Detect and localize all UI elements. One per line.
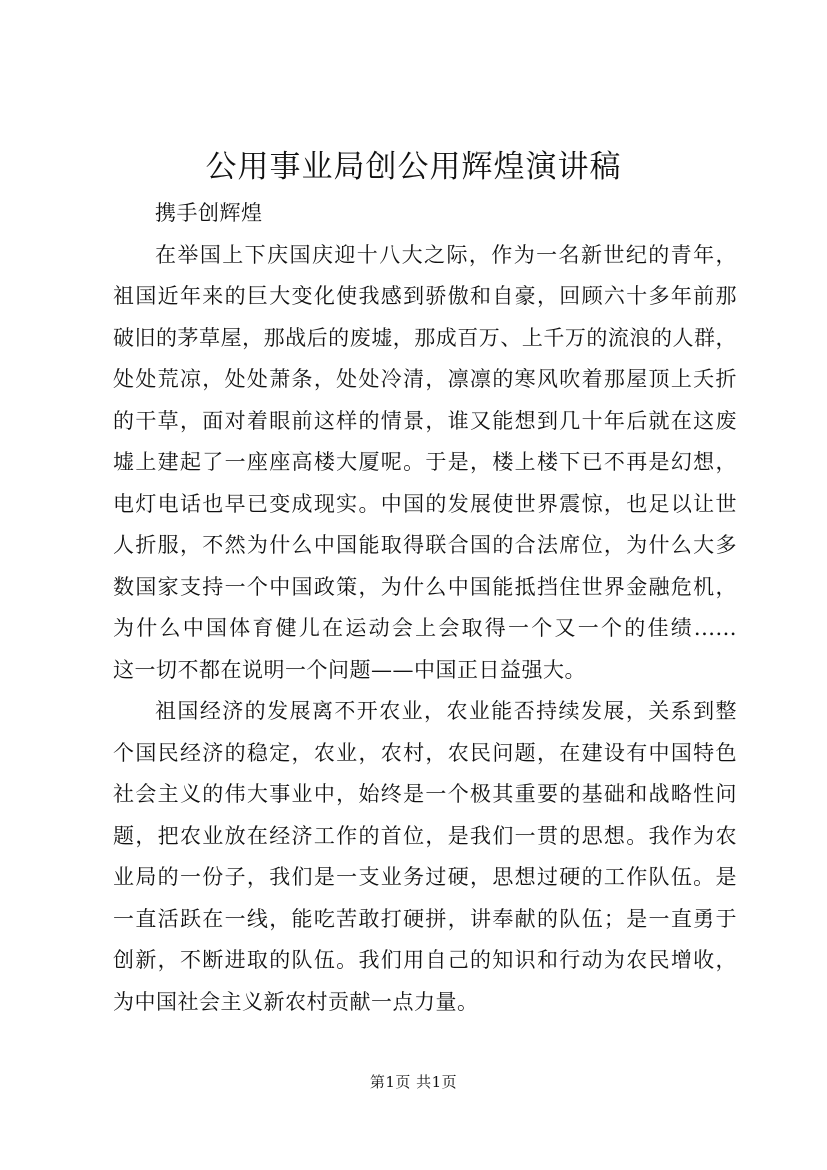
document-title: 公用事业局创公用辉煌演讲稿 [205,149,622,185]
subtitle-line: 携手创辉煌 [155,201,263,225]
document-body [113,193,737,1023]
paragraph-line: 在举国上下庆国庆迎十八大之际，作为一名新世纪的青年， [155,242,737,267]
paragraph-line: 社会主义的伟大事业中，始终是一个极其重要的基础和战略性问 [113,782,737,806]
paragraph-line: 处处荒凉，处处萧条，处处冷清，凛凛的寒风吹着那屋顶上夭折 [113,367,737,391]
paragraph-line: 祖国经济的发展离不开农业，农业能否持续发展，关系到整 [155,699,737,723]
paragraph-line: 的干草，面对着眼前这样的情景，谁又能想到几十年后就在这废 [113,408,737,433]
paragraph-line: 人折服，不然为什么中国能取得联合国的合法席位，为什么大多 [113,533,737,557]
page-footer: 第1页 共1页 [369,1073,458,1091]
paragraph-line: 创新，不断进取的队伍。我们用自己的知识和行动为农民增收， [113,948,737,972]
paragraph-line: 这一切不都在说明一个问题——中国正日益强大。 [113,657,586,682]
paragraph-line: 祖国近年来的巨大变化使我感到骄傲和自豪，回顾六十多年前那 [113,284,737,308]
paragraph-line: 电灯电话也早已变成现实。中国的发展使世界震惊，也足以让世 [113,491,737,516]
paragraph-line: 为中国社会主义新农村贡献一点力量。 [113,989,479,1014]
paragraph-line: 数国家支持一个中国政策，为什么中国能抵挡住世界金融危机， [113,574,737,599]
paragraph-line: 一直活跃在一线，能吃苦敢打硬拼，讲奉献的队伍；是一直勇于 [113,906,737,931]
paragraph-line: 墟上建起了一座座高楼大厦呢。于是，楼上楼下已不再是幻想， [113,450,737,474]
paragraph-line: 个国民经济的稳定，农业，农村，农民问题，在建设有中国特色 [113,740,737,765]
paragraph-line: 为什么中国体育健儿在运动会上会取得一个又一个的佳绩...... [113,616,737,640]
paragraph-line: 题，把农业放在经济工作的首位，是我们一贯的思想。我作为农 [113,823,737,848]
paragraph-line: 破旧的茅草屋，那战后的废墟，那成百万、上千万的流浪的人群， [113,325,737,350]
paragraph-line: 业局的一份子，我们是一支业务过硬，思想过硬的工作队伍。是 [113,865,737,889]
